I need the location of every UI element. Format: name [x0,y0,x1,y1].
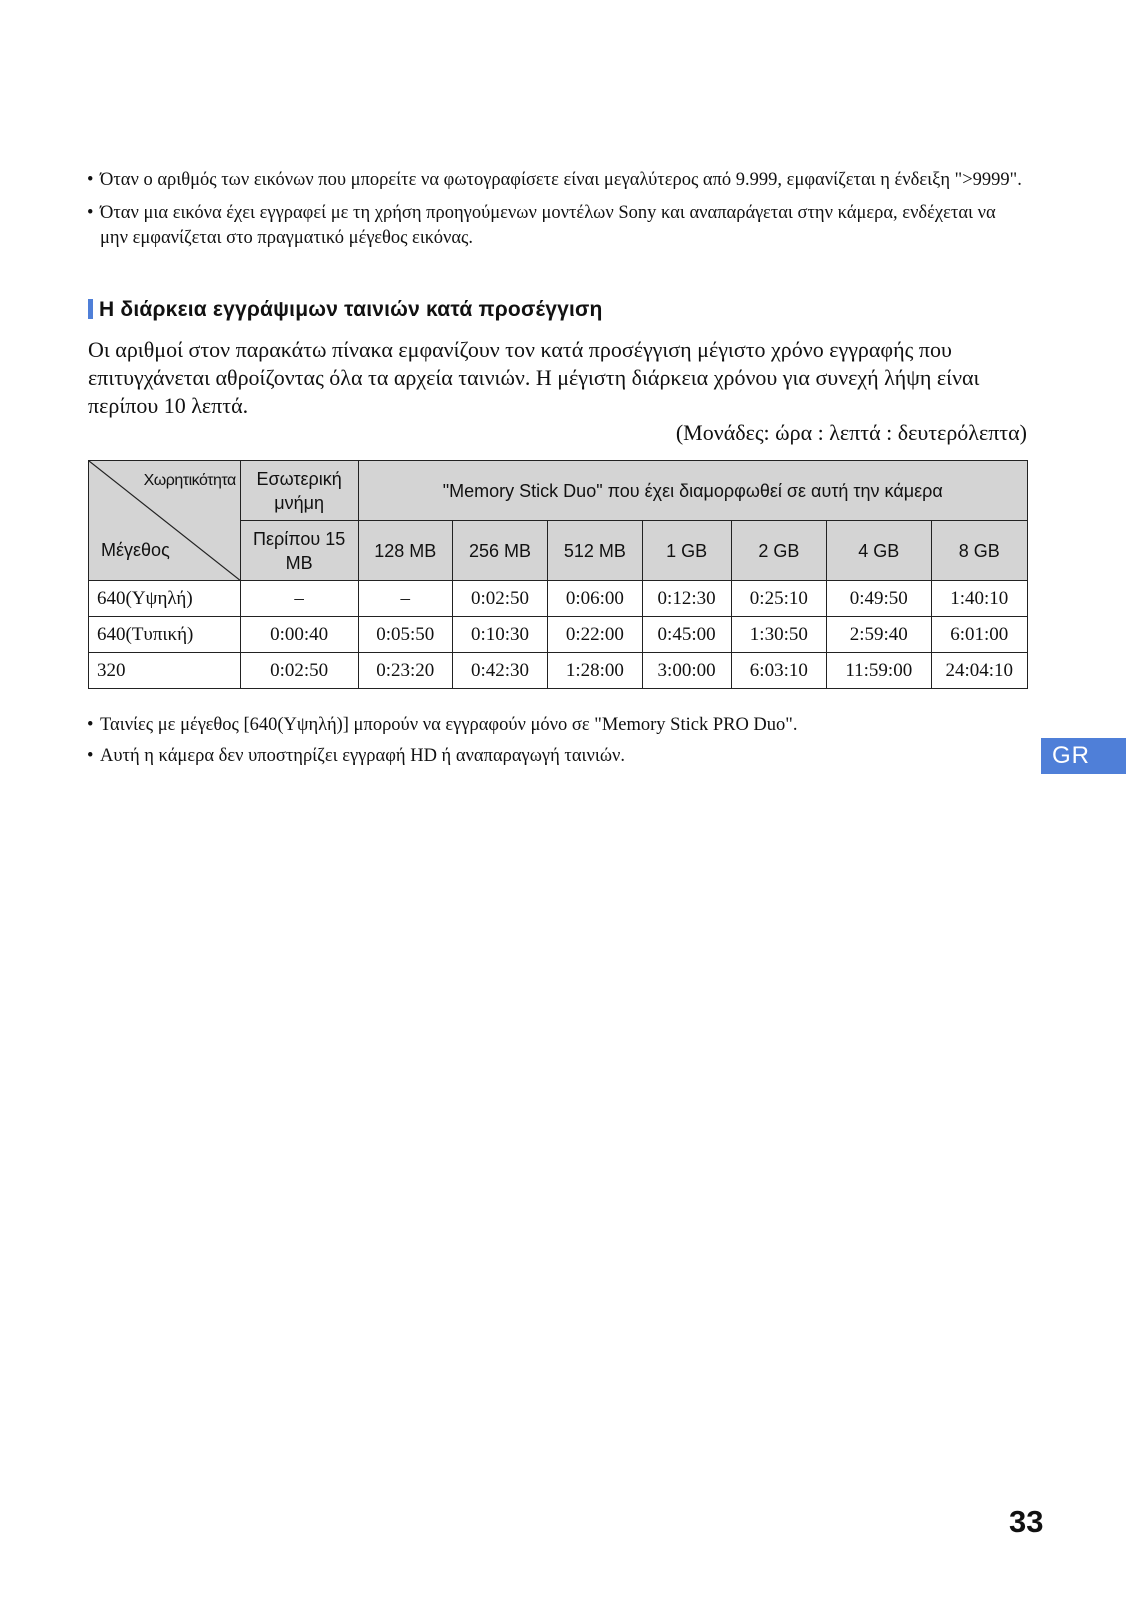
table-cell: 0:02:50 [452,581,547,617]
table-cell: 0:49:50 [827,581,932,617]
note-item: • Όταν μια εικόνα έχει εγγραφεί με τη χρήση προηγούμενων μοντέλων Sony και αναπαράγεται στην κάμερα, ενδέχεται να μην εμφανίζεται στο πραγματικό μέγεθος εικόνας. [87,201,1027,251]
table-cell: 0:12:30 [642,581,731,617]
table-cell: 0:00:40 [240,617,358,653]
table-cell: 0:10:30 [452,617,547,653]
units-note: (Μονάδες: ώρα : λεπτά : δευτερόλεπτα) [675,420,1027,445]
table-cell: 0:23:20 [358,653,452,689]
table-row [89,617,1028,653]
table-cell: 1:30:50 [731,617,826,653]
capacity-header: 512 MB [548,521,642,581]
internal-memory-header: Εσωτερική μνήμη [240,461,358,521]
table-corner-cell [89,461,241,581]
capacity-header: 128 MB [358,521,452,581]
table-cell: – [240,581,358,617]
capacity-header: 1 GB [642,521,731,581]
section-heading [88,298,603,322]
table-cell: – [358,581,452,617]
table-cell: 0:06:00 [548,581,642,617]
table-row [89,581,1028,617]
row-label: 640(Υψηλή) [89,581,241,617]
size-label: Μέγεθος [101,540,170,560]
table-cell: 0:45:00 [642,617,731,653]
table-row [89,653,1028,689]
table-cell: 24:04:10 [931,653,1027,689]
table-cell: 1:28:00 [548,653,642,689]
table-cell: 1:40:10 [931,581,1027,617]
table-cell: 0:25:10 [731,581,826,617]
table-cell: 6:01:00 [931,617,1027,653]
recording-time-table [88,460,1028,689]
row-label: 640(Τυπική) [89,617,241,653]
table-cell: 0:05:50 [358,617,452,653]
table-cell: 0:22:00 [548,617,642,653]
page-number: 33 [1009,1504,1044,1539]
capacity-header: 2 GB [731,521,826,581]
table-cell: 2:59:40 [827,617,932,653]
note-item: • Όταν ο αριθμός των εικόνων που μπορείτε να φωτογραφίσετε είναι μεγαλύτερος από 9.999, εμφανίζεται η ένδειξη ">9999". [87,168,1027,193]
heading-marker [88,299,93,319]
capacity-header: 256 MB [452,521,547,581]
note-item: • Ταινίες με μέγεθος [640(Υψηλή)] μπορούν να εγγραφούν μόνο σε "Memory Stick PRO Duo". [87,713,1027,738]
capacity-label: Χωρητικότητα [143,472,236,489]
section-title: Η διάρκεια εγγράψιμων ταινιών κατά προσέγγιση [99,298,603,321]
row-label: 320 [89,653,241,689]
language-tab: GR [1041,738,1126,774]
note-item: • Αυτή η κάμερα δεν υποστηρίζει εγγραφή HD ή αναπαραγωγή ταινιών. [87,744,1027,769]
table-cell: 0:42:30 [452,653,547,689]
intro-paragraph: Οι αριθμοί στον παρακάτω πίνακα εμφανίζουν τον κατά προσέγγιση μέγιστο χρόνο εγγραφής που επιτυγχάνεται αθροίζοντας όλα τα αρχεία ταινιών. Η μέγιστη διάρκεια χρόνου για συνεχή λήψη είναι περίπου 10 λεπτά. [88,337,980,418]
table-cell: 3:00:00 [642,653,731,689]
table-cell: 11:59:00 [827,653,932,689]
top-notes-list [87,168,1027,251]
capacity-header: 8 GB [931,521,1027,581]
capacity-header: 4 GB [827,521,932,581]
table-cell: 6:03:10 [731,653,826,689]
bottom-notes-list [87,713,1027,769]
internal-size-header: Περίπου 15 MB [240,521,358,581]
table-cell: 0:02:50 [240,653,358,689]
memory-stick-header: "Memory Stick Duo" που έχει διαμορφωθεί σε αυτή την κάμερα [358,461,1027,521]
